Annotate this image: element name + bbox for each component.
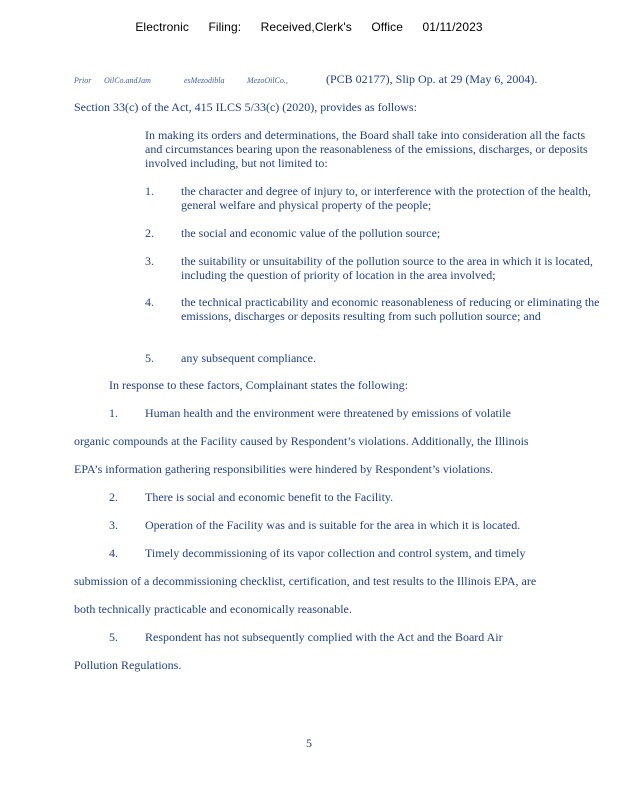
response-line: Pollution Regulations. — [74, 658, 182, 672]
header-filing: Filing: — [208, 20, 242, 34]
response-number: 2. — [109, 490, 118, 504]
response-line: EPA’s information gathering responsibilities were hindered by Respondent’s violations. — [74, 462, 494, 476]
quote-item-number: 5. — [145, 351, 154, 365]
response-line: submission of a decommissioning checklist, certification, and test results to the Illinois EPA, are — [74, 574, 537, 588]
section-intro: Section 33(c) of the Act, 415 ILCS 5/33(c) (2020), provides as follows: — [74, 100, 417, 114]
response-number: 1. — [109, 406, 118, 420]
response-intro: In response to these factors, Complainant states the following: — [109, 378, 408, 392]
citation-fragment: esMezodibla — [184, 76, 225, 85]
header-electronic: Electronic — [135, 20, 190, 34]
response-line: Respondent has not subsequently complied with the Act and the Board Air — [145, 630, 503, 644]
citation-text: (PCB 02177), Slip Op. at 29 (May 6, 2004). — [326, 72, 538, 86]
response-line: Timely decommissioning of its vapor collection and control system, and timely — [145, 546, 526, 560]
response-line: Human health and the environment were threatened by emissions of volatile — [145, 406, 511, 420]
quote-item-text: the social and economic value of the pollution source; — [181, 226, 441, 240]
quote-intro: In making its orders and determinations, the Board shall take into consideration all the facts and circumstances bearing upon the reasonableness of the emissions, discharges, or deposits involved including, but not limited to: — [145, 128, 588, 170]
header-office: Office — [371, 20, 404, 34]
page-number: 5 — [306, 736, 312, 750]
quote-item-text: any subsequent compliance. — [181, 351, 316, 365]
response-number: 5. — [109, 630, 118, 644]
filing-header — [0, 20, 618, 34]
citation-fragment: Prior — [74, 76, 92, 85]
quote-item-text: the technical practicability and economic reasonableness of reducing or eliminating the emissions, discharges or deposits resulting from such pollution source; and — [181, 295, 600, 323]
citation-fragment: OilCo.andJam — [104, 76, 151, 85]
response-line: There is social and economic benefit to the Facility. — [145, 490, 394, 504]
citation-fragment: MezoOilCo., — [247, 76, 288, 85]
header-date: 01/11/2023 — [422, 20, 483, 34]
quote-item-number: 3. — [145, 254, 154, 268]
quote-item-number: 1. — [145, 184, 154, 198]
quote-item-text: the character and degree of injury to, or interference with the protection of the health, general welfare and physical property of the people; — [181, 184, 591, 212]
quote-item-text: the suitability or unsuitability of the pollution source to the area in which it is located, including the question of priority of location in the area involved; — [181, 254, 593, 282]
response-line: Operation of the Facility was and is suitable for the area in which it is located. — [145, 518, 521, 532]
header-received: Received,Clerk's — [260, 20, 352, 34]
quote-item-number: 2. — [145, 226, 154, 240]
response-line: both technically practicable and economically reasonable. — [74, 602, 352, 616]
quote-item-number: 4. — [145, 295, 154, 309]
response-number: 3. — [109, 518, 118, 532]
response-number: 4. — [109, 546, 118, 560]
response-line: organic compounds at the Facility caused by Respondent’s violations. Additionally, the Illinois — [74, 434, 529, 448]
